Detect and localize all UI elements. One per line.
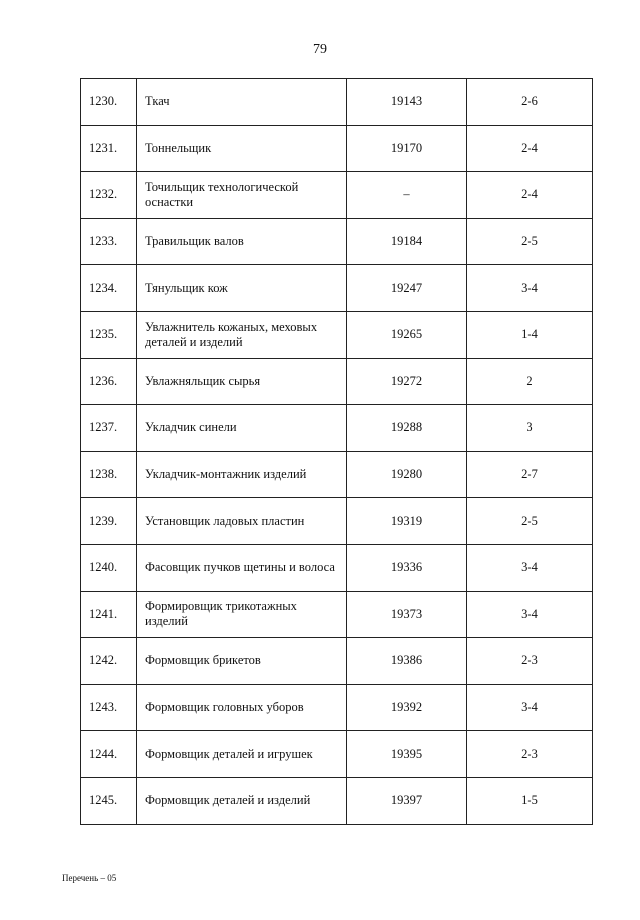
occupation-name: Формовщик головных уборов (137, 684, 347, 731)
occupation-name: Укладчик-монтажник изделий (137, 451, 347, 498)
row-number: 1232. (81, 172, 137, 219)
grade-range: 3-4 (467, 684, 593, 731)
grade-range: 1-4 (467, 311, 593, 358)
row-number: 1234. (81, 265, 137, 312)
grade-range: 2-5 (467, 218, 593, 265)
occupation-name: Травильщик валов (137, 218, 347, 265)
occupation-name: Формовщик брикетов (137, 638, 347, 685)
grade-range: 2-5 (467, 498, 593, 545)
table-row (81, 311, 593, 358)
table-row (81, 638, 593, 685)
row-number: 1243. (81, 684, 137, 731)
occupation-code: 19319 (347, 498, 467, 545)
row-number: 1241. (81, 591, 137, 638)
row-number: 1245. (81, 777, 137, 824)
occupation-table-body (81, 79, 593, 825)
grade-range: 3 (467, 405, 593, 452)
table-row (81, 358, 593, 405)
occupation-name: Тоннельщик (137, 125, 347, 172)
footer-note: Перечень – 05 (62, 873, 117, 883)
grade-range: 2-7 (467, 451, 593, 498)
grade-range: 1-5 (467, 777, 593, 824)
row-number: 1233. (81, 218, 137, 265)
occupation-code: 19265 (347, 311, 467, 358)
occupation-name: Увлажнитель кожаных, меховых деталей и изделий (137, 311, 347, 358)
occupation-name: Ткач (137, 79, 347, 126)
grade-range: 2-3 (467, 731, 593, 778)
row-number: 1235. (81, 311, 137, 358)
occupation-code: 19170 (347, 125, 467, 172)
occupation-name: Формировщик трикотажных изделий (137, 591, 347, 638)
row-number: 1231. (81, 125, 137, 172)
table-row (81, 265, 593, 312)
page-number: 79 (313, 42, 327, 57)
occupation-name: Формовщик деталей и игрушек (137, 731, 347, 778)
occupation-code: 19280 (347, 451, 467, 498)
table-row (81, 684, 593, 731)
row-number: 1230. (81, 79, 137, 126)
grade-range: 2-3 (467, 638, 593, 685)
grade-range: 2-4 (467, 172, 593, 219)
grade-range: 2-4 (467, 125, 593, 172)
row-number: 1237. (81, 405, 137, 452)
occupation-code: 19336 (347, 544, 467, 591)
table-row (81, 125, 593, 172)
grade-range: 2 (467, 358, 593, 405)
occupation-name: Формовщик деталей и изделий (137, 777, 347, 824)
grade-range: 3-4 (467, 265, 593, 312)
table-row (81, 591, 593, 638)
occupation-code: 19392 (347, 684, 467, 731)
occupation-name: Фасовщик пучков щетины и волоса (137, 544, 347, 591)
occupation-code: 19288 (347, 405, 467, 452)
grade-range: 3-4 (467, 544, 593, 591)
occupation-code: 19373 (347, 591, 467, 638)
row-number: 1236. (81, 358, 137, 405)
table-row (81, 731, 593, 778)
row-number: 1239. (81, 498, 137, 545)
row-number: 1244. (81, 731, 137, 778)
grade-range: 3-4 (467, 591, 593, 638)
table-row (81, 777, 593, 824)
row-number: 1238. (81, 451, 137, 498)
occupation-code: 19272 (347, 358, 467, 405)
table-row (81, 172, 593, 219)
occupation-name: Увлажняльщик сырья (137, 358, 347, 405)
occupation-table (80, 78, 593, 825)
table-row (81, 544, 593, 591)
table-row (81, 79, 593, 126)
occupation-code: 19184 (347, 218, 467, 265)
occupation-code: 19395 (347, 731, 467, 778)
table-row (81, 405, 593, 452)
row-number: 1240. (81, 544, 137, 591)
table-row (81, 451, 593, 498)
occupation-name: Точильщик технологической оснастки (137, 172, 347, 219)
grade-range: 2-6 (467, 79, 593, 126)
table-row (81, 498, 593, 545)
occupation-code: 19247 (347, 265, 467, 312)
occupation-code: 19143 (347, 79, 467, 126)
occupation-code: 19397 (347, 777, 467, 824)
table-row (81, 218, 593, 265)
occupation-name: Установщик ладовых пластин (137, 498, 347, 545)
occupation-name: Укладчик синели (137, 405, 347, 452)
occupation-code: – (347, 172, 467, 219)
occupation-name: Тянульщик кож (137, 265, 347, 312)
occupation-code: 19386 (347, 638, 467, 685)
row-number: 1242. (81, 638, 137, 685)
